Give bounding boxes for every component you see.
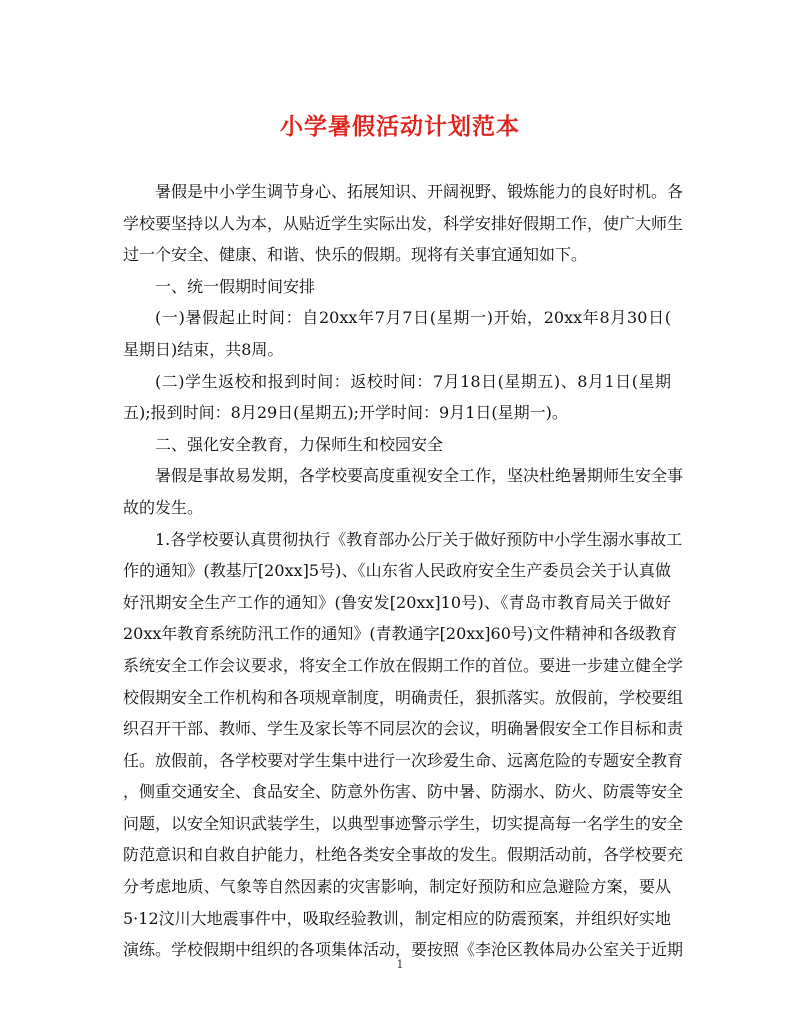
text-line: (二)学生返校和报到时间：返校时间：7月18日(星期五)、8月1日(星期 — [155, 371, 671, 391]
text-line: 演练。学校假期中组织的各项集体活动，要按照《李沧区教体局办公室关于近期 — [123, 940, 684, 960]
text-line: 星期日)结束，共8周。 — [123, 339, 284, 359]
paragraph — [123, 366, 671, 429]
text-line: 暑假是事故易发期，各学校要高度重视安全工作，坚决杜绝暑期师生安全事 — [155, 466, 684, 486]
text-line: 作的通知》(教基厅[20xx]5号)、《山东省人民政府安全生产委员会关于认真做 — [123, 561, 671, 581]
text-line: 二、强化安全教育，力保师生和校园安全 — [155, 434, 444, 454]
text-line: ，侧重交通安全、食品安全、防意外伤害、防中暑、防溺水、防火、防震等安全 — [123, 782, 684, 802]
text-line: 防范意识和自救自护能力，杜绝各类安全事故的发生。假期活动前，各学校要充 — [123, 845, 684, 865]
text-line: 故的发生。 — [123, 497, 204, 517]
text-line: 系统安全工作会议要求，将安全工作放在假期工作的首位。要进一步建立健全学 — [123, 655, 684, 675]
paragraph — [123, 524, 684, 966]
section-heading — [123, 429, 671, 461]
page-number: 1 — [396, 958, 404, 971]
text-line: (一)暑假起止时间：自20xx年7月7日(星期一)开始，20xx年8月30日( — [155, 308, 671, 328]
text-line: 一、统一假期时间安排 — [155, 276, 316, 296]
document-body — [123, 176, 684, 966]
text-line: 5·12汶川大地震事件中，吸取经验教训，制定相应的防震预案，并组织好实地 — [123, 908, 671, 928]
text-line: 分考虑地质、气象等自然因素的灾害影响，制定好预防和应急避险方案，要从 — [123, 877, 671, 897]
text-line: 学校要坚持以人为本，从贴近学生实际出发，科学安排好假期工作，使广大师生 — [123, 213, 684, 233]
text-line: 20xx年教育系统防汛工作的通知》(青教通字[20xx]60号)文件精神和各级教育 — [123, 624, 678, 644]
text-line: 好汛期安全生产工作的通知》(鲁安发[20xx]10号)、《青岛市教育局关于做好 — [123, 592, 671, 612]
text-line: 过一个安全、健康、和谐、快乐的假期。现将有关事宜通知如下。 — [123, 245, 588, 265]
text-line: 暑假是中小学生调节身心、拓展知识、开阔视野、锻炼能力的良好时机。各 — [155, 182, 684, 201]
text-line: 织召开干部、教师、学生及家长等不同层次的会议，明确暑假安全工作目标和责 — [123, 719, 684, 739]
paragraph — [123, 460, 684, 523]
text-line: 任。放假前，各学校要对学生集中进行一次珍爱生命、远离危险的专题安全教育 — [123, 750, 684, 770]
section-heading — [123, 271, 671, 303]
paragraph — [123, 302, 671, 365]
text-line: 1.各学校要认真贯彻执行《教育部办公厅关于做好预防中小学生溺水事故工 — [155, 529, 683, 549]
text-line: 五);报到时间：8月29日(星期五);开学时间：9月1日(星期一)。 — [123, 403, 568, 423]
text-line: 问题，以安全知识武装学生，以典型事迹警示学生，切实提高每一名学生的安全 — [123, 813, 684, 833]
paragraph — [123, 176, 684, 271]
document-title: 小学暑假活动计划范本 — [280, 113, 520, 140]
text-line: 校假期安全工作机构和各项规章制度，明确责任，狠抓落实。放假前，学校要组 — [123, 687, 684, 707]
